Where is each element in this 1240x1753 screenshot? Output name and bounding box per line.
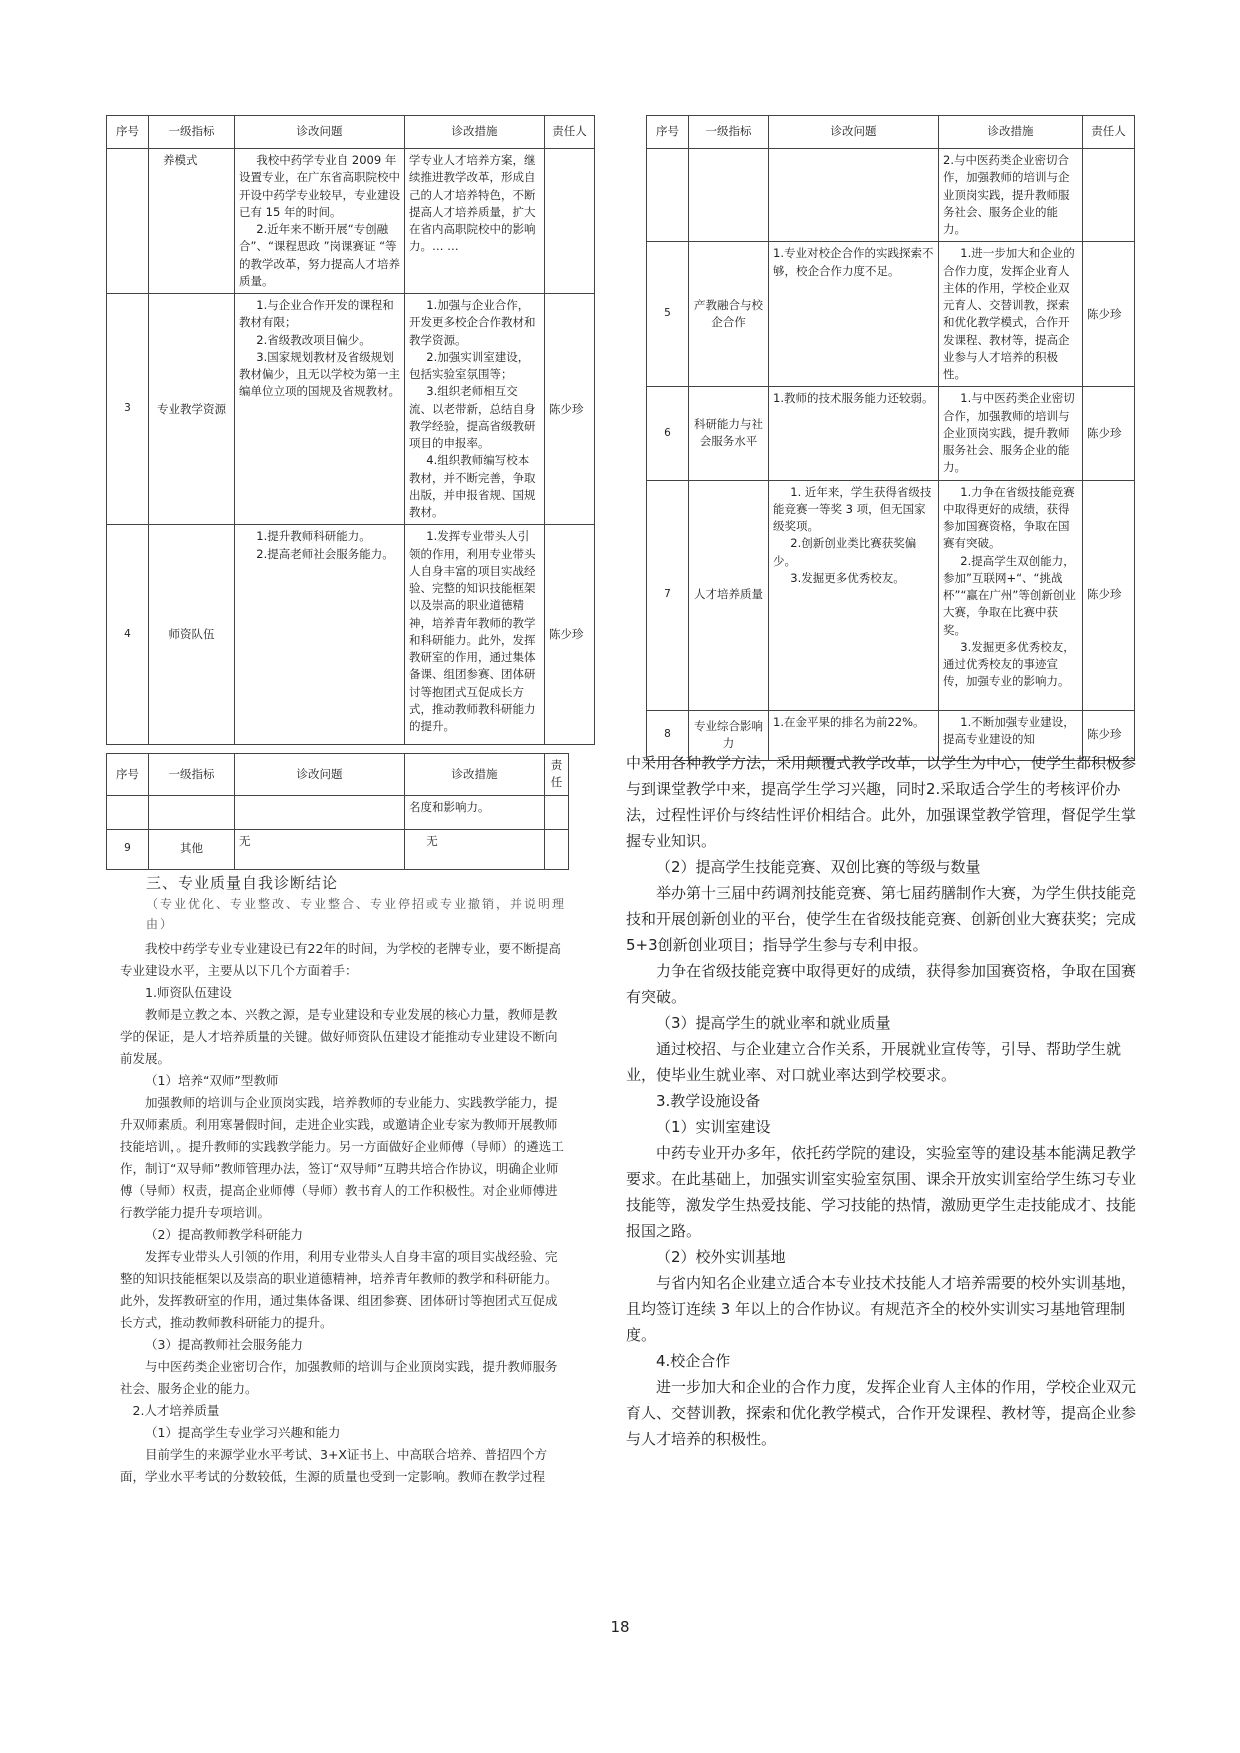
row-measures bbox=[405, 829, 545, 869]
problem-item: 无 bbox=[239, 833, 251, 848]
paragraph: （3）提高学生的就业率和就业质量 bbox=[656, 1014, 891, 1032]
paragraph: 中采用各种教学方法，采用颠覆式教学改革，以学生为中心，使学生都积极参与到课堂教学中来，提高学生学习兴趣，同时2.采取适合学生的考核评价办法，过程性评价与终结性评价相结合。此外，加强课堂教学管理，督促学生掌握专业知识。 bbox=[626, 754, 1137, 850]
right-paragraphs bbox=[626, 750, 1136, 1452]
row-problems bbox=[769, 242, 939, 387]
row-indicator bbox=[689, 149, 769, 242]
paragraph: 中药专业开办多年，依托药学院的建设，实验室等的建设基本能满足教学要求。在此基础上，加强实训室实验室氛围、课余开放实训室给学生练习专业技能等，激发学生热爱技能、学习技能的热情，激励更学生走技能成才、技能报国之路。 bbox=[626, 1144, 1137, 1240]
row-responsible bbox=[545, 795, 569, 829]
row-problems bbox=[769, 149, 939, 242]
row-indicator: 科研能力与社会服务水平 bbox=[689, 387, 769, 480]
row-indicator: 人才培养质量 bbox=[689, 480, 769, 710]
paragraph: （2）提高学生技能竞赛、双创比赛的等级与数量 bbox=[656, 858, 981, 876]
problem-item: 我校中药学专业自 2009 年设置专业，在广东省高职院校中开设中药学专业较早，专业建设已有 15 年的时间。 bbox=[239, 153, 400, 219]
row-measures bbox=[939, 387, 1083, 480]
paragraph: （2）提高教师教学科研能力 bbox=[145, 1227, 303, 1242]
paragraph: 我校中药学专业专业建设已有22年的时间，为学校的老牌专业，要不断提高专业建设水平，主要从以下几个方面着手： bbox=[120, 941, 561, 978]
paragraph: 2.人才培养质量 bbox=[132, 1403, 220, 1418]
measure-item: 名度和影响力。 bbox=[409, 799, 490, 814]
header-measures: 诊改措施 bbox=[405, 116, 545, 149]
row-number: 9 bbox=[107, 829, 149, 869]
row-number bbox=[647, 149, 689, 242]
row-measures bbox=[939, 480, 1083, 710]
page-number: 18 bbox=[610, 1618, 630, 1636]
measure-item: 3.组织老师相互交流、以老带新，总结自身教学经验，提高省级教研项目的申报率。 bbox=[409, 384, 536, 450]
table-row bbox=[647, 480, 1135, 710]
row-problems bbox=[235, 829, 405, 869]
header-indicator: 一级指标 bbox=[149, 116, 235, 149]
table-row bbox=[647, 387, 1135, 480]
paragraph: 3.教学设施设备 bbox=[656, 1092, 761, 1110]
paragraph: （3）提高教师社会服务能力 bbox=[145, 1337, 303, 1352]
row-number: 4 bbox=[107, 525, 149, 745]
measure-item: 学专业人才培养方案，继续推进教学改革，形成自己的人才培养特色，不断 提高人才培养质量，扩大在省内高职院校中的影响力。… … bbox=[409, 153, 536, 254]
row-number: 3 bbox=[107, 294, 149, 525]
header-responsible: 责任人 bbox=[545, 116, 595, 149]
row-measures bbox=[939, 149, 1083, 242]
table-row bbox=[107, 795, 569, 829]
row-measures bbox=[405, 795, 545, 829]
paragraph: 力争在省级技能竞赛中取得更好的成绩，获得参加国赛资格，争取在国赛有突破。 bbox=[626, 962, 1137, 1006]
paragraph: 进一步加大和企业的合作力度，发挥企业育人主体的作用，学校企业双元育人、交替训教，探索和优化教学模式，合作开发课程、教材等，提高企业参与人才培养的积极性。 bbox=[626, 1378, 1137, 1448]
row-measures bbox=[405, 149, 545, 294]
table-header-row bbox=[107, 754, 569, 796]
paragraph: （1）培养“双师”型教师 bbox=[145, 1073, 279, 1088]
paragraph: （1）实训室建设 bbox=[656, 1118, 771, 1136]
left-text-column bbox=[106, 872, 568, 1488]
measure-item: 1.与中医药类企业密切合作，加强教师的培训与企业顶岗实践，提升教师服务社会、服务企业的能力。 bbox=[943, 391, 1075, 475]
measure-item: 1.进一步加大和企业的合作力度，发挥企业育人主体的作用，学校企业双元育人、交替训教，探索和优化教学模式，合作开发课程、教材等，提高企业参与人才培养的积极性。 bbox=[943, 246, 1075, 381]
measure-item: 2.加强实训室建设，包括实验室氛围等； bbox=[409, 349, 530, 381]
header-problems: 诊改问题 bbox=[235, 754, 405, 796]
paragraph: 与中医药类企业密切合作，加强教师的培训与企业顶岗实践，提升教师服务社会、服务企业的能力。 bbox=[120, 1359, 558, 1396]
problem-item: 2.提高老师社会服务能力。 bbox=[256, 546, 394, 561]
measure-item: 1.发挥专业带头人引领的作用，利用专业带头人自身丰富的项目实战经验、完整的知识技能框架以及崇高的职业道德精神，培养青年教师的教学和科研能力。此外，发挥教研室的作用，通过集体备课、组团参赛、团体研讨等抱团式互促成长方式，推动教师教科研能力的提升。 bbox=[409, 529, 536, 733]
problem-item: 1.教师的技术服务能力还较弱。 bbox=[773, 391, 934, 406]
row-indicator: 专业教学资源 bbox=[149, 294, 235, 525]
problem-item: 1.在金平果的排名为前22%。 bbox=[773, 714, 925, 729]
row-responsible bbox=[545, 149, 595, 294]
row-indicator: 其他 bbox=[149, 829, 235, 869]
row-problems bbox=[769, 387, 939, 480]
header-responsible: 责任 bbox=[545, 754, 569, 796]
row-indicator: 专业综合影响力 bbox=[689, 710, 769, 760]
paragraph: 举办第十三届中药调剂技能竞赛、第七届药膳制作大赛，为学生供技能竞技和开展创新创业的平台，使学生在省级技能竞赛、创新创业大赛获奖；完成5+3创新创业项目；指导学生参与专利申报。 bbox=[626, 884, 1137, 954]
table-row bbox=[107, 829, 569, 869]
header-indicator: 一级指标 bbox=[149, 754, 235, 796]
row-number bbox=[107, 795, 149, 829]
bottom-diagnosis-table bbox=[106, 753, 569, 870]
row-responsible: 陈少珍 bbox=[1083, 242, 1135, 387]
right-diagnosis-table bbox=[646, 115, 1135, 761]
row-responsible: 陈少珍 bbox=[545, 525, 595, 745]
paragraph: 1.师资队伍建设 bbox=[145, 985, 232, 1000]
row-problems bbox=[235, 294, 405, 525]
paragraph: 教师是立教之本、兴教之源，是专业建设和专业发展的核心力量，教师是教学的保证，是人才培养质量的关键。做好师资队伍建设才能推动专业建设不断向前发展。 bbox=[120, 1007, 558, 1066]
row-responsible bbox=[1083, 149, 1135, 242]
measure-item: 4.组织教师编写校本教材，并不断完善，争取出版，并申报省规、国规教材。 bbox=[409, 453, 536, 519]
measure-item: 3.发掘更多优秀校友，通过优秀校友的事迹宣传，加强专业的影响力。 bbox=[943, 639, 1075, 689]
measure-item: 无 bbox=[426, 833, 438, 848]
header-problems: 诊改问题 bbox=[769, 116, 939, 149]
table-header-row bbox=[107, 116, 595, 149]
problem-item: 2.近年来不断开展“专创融合”、“课程思政 ”岗课赛证 “等的教学改革，努力提高人才培养质量。 bbox=[239, 222, 400, 288]
header-indicator: 一级指标 bbox=[689, 116, 769, 149]
paragraph: 通过校招、与企业建立合作关系，开展就业宣传等，引导、帮助学生就业，使毕业生就业率、对口就业率达到学校要求。 bbox=[626, 1040, 1122, 1084]
section-note: （专业优化、专业整改、专业整合、专业停招或专业撤销，并说明理由） bbox=[146, 897, 567, 931]
header-measures: 诊改措施 bbox=[939, 116, 1083, 149]
right-text-column bbox=[626, 750, 1136, 1452]
problem-item: 2.创新创业类比赛获奖偏少。 bbox=[773, 536, 917, 568]
measure-item: 2.与中医药类企业密切合作，加强教师的培训与企业顶岗实践，提升教师服务社会、服务企业的能力。 bbox=[943, 153, 1070, 236]
table-row bbox=[107, 294, 595, 525]
paragraph: （2）校外实训基地 bbox=[656, 1248, 786, 1266]
row-responsible: 陈少珍 bbox=[1083, 710, 1135, 760]
left-paragraphs bbox=[106, 938, 568, 1488]
problem-item: 2.省级教改项目偏少。 bbox=[256, 332, 371, 347]
header-num: 序号 bbox=[107, 116, 149, 149]
row-measures bbox=[939, 242, 1083, 387]
row-indicator: 产教融合与校企合作 bbox=[689, 242, 769, 387]
row-indicator: 师资队伍 bbox=[149, 525, 235, 745]
problem-item: 3.发掘更多优秀校友。 bbox=[790, 570, 905, 585]
measure-item: 1.加强与企业合作，开发更多校企合作教材和教学资源。 bbox=[409, 298, 536, 347]
table-header-row bbox=[647, 116, 1135, 149]
row-number: 6 bbox=[647, 387, 689, 480]
header-num: 序号 bbox=[107, 754, 149, 796]
measure-item: 1.力争在省级技能竞赛中取得更好的成绩，获得参加国赛资格，争取在国赛有突破。 bbox=[943, 484, 1075, 551]
problem-item: 1.提升教师科研能力。 bbox=[256, 529, 371, 544]
row-problems bbox=[235, 149, 405, 294]
row-indicator bbox=[149, 795, 235, 829]
paragraph: （1）提高学生专业学习兴趣和能力 bbox=[145, 1425, 341, 1440]
measure-item: 2.提高学生双创能力，参加”互联网+“、“挑战杯”“赢在广州”等创新创业大赛，争取在比赛中获奖。 bbox=[943, 553, 1076, 637]
header-num: 序号 bbox=[647, 116, 689, 149]
paragraph: 加强教师的培训与企业顶岗实践，培养教师的专业能力、实践教学能力，提升双师素质。利用寒暑假时间，走进企业实践，或邀请企业专家为教师开展教师技能培训，。提升教师的实践教学能力。另一方面做好企业师傅（导师）的遴选工作，制订“双导师”教师管理办法，签订“双导师”互聘共培合作协议，明确企业师傅（导师）权责，提高企业师傅（导师）教书育人的工作积极性。对企业师傅进行教学能力提升专项培训。 bbox=[120, 1095, 564, 1220]
paragraph: 目前学生的来源学业水平考试、3+X证书上、中高联合培养、普招四个方面，学业水平考试的分数较低，生源的质量也受到一定影响。教师在教学过程 bbox=[120, 1447, 547, 1484]
header-measures: 诊改措施 bbox=[405, 754, 545, 796]
left-diagnosis-table bbox=[106, 115, 595, 745]
table-row bbox=[647, 242, 1135, 387]
problem-item: 1. 近年来，学生获得省级技能竞赛一等奖 3 项，但无国家级奖项。 bbox=[773, 484, 932, 533]
paragraph: 4.校企合作 bbox=[656, 1352, 731, 1370]
problem-item: 1.与企业合作开发的课程和教材有限； bbox=[239, 298, 394, 330]
problem-item: 1.专业对校企合作的实践探索不够，校企合作力度不足。 bbox=[773, 246, 934, 278]
header-problems: 诊改问题 bbox=[235, 116, 405, 149]
row-responsible: 陈少珍 bbox=[1083, 480, 1135, 710]
row-responsible bbox=[545, 829, 569, 869]
table-row bbox=[107, 525, 595, 745]
paragraph: 与省内知名企业建立适合本专业技术技能人才培养需要的校外实训基地，且均签订连续 3 年以上的合作协议。有规范齐全的校外实训实习基地管理制度。 bbox=[626, 1274, 1137, 1344]
row-measures bbox=[405, 525, 545, 745]
row-number: 5 bbox=[647, 242, 689, 387]
row-number: 7 bbox=[647, 480, 689, 710]
measure-item: 1.不断加强专业建设，提高专业建设的知 bbox=[943, 714, 1075, 746]
row-number bbox=[107, 149, 149, 294]
section-title: 三、专业质量自我诊断结论 bbox=[146, 874, 339, 892]
table-row bbox=[647, 149, 1135, 242]
row-measures bbox=[405, 294, 545, 525]
row-problems bbox=[235, 795, 405, 829]
row-responsible: 陈少珍 bbox=[545, 294, 595, 525]
header-responsible: 责任人 bbox=[1083, 116, 1135, 149]
row-problems bbox=[235, 525, 405, 745]
paragraph: 发挥专业带头人引领的作用，利用专业带头人自身丰富的项目实战经验、完整的知识技能框架以及崇高的职业道德精神，培养青年教师的教学和科研能力。此外，发挥教研室的作用，通过集体备课、组团参赛、团体研讨等抱团式互促成长方式，推动教师教科研能力的提升。 bbox=[120, 1249, 558, 1330]
table-row bbox=[107, 149, 595, 294]
row-problems bbox=[769, 480, 939, 710]
row-number: 8 bbox=[647, 710, 689, 760]
problem-item: 3.国家规划教材及省级规划教材偏少，且无以学校为第一主编单位立项的国规及省规教材。 bbox=[239, 349, 400, 399]
row-indicator: 养模式 bbox=[149, 149, 235, 294]
row-responsible: 陈少珍 bbox=[1083, 387, 1135, 480]
